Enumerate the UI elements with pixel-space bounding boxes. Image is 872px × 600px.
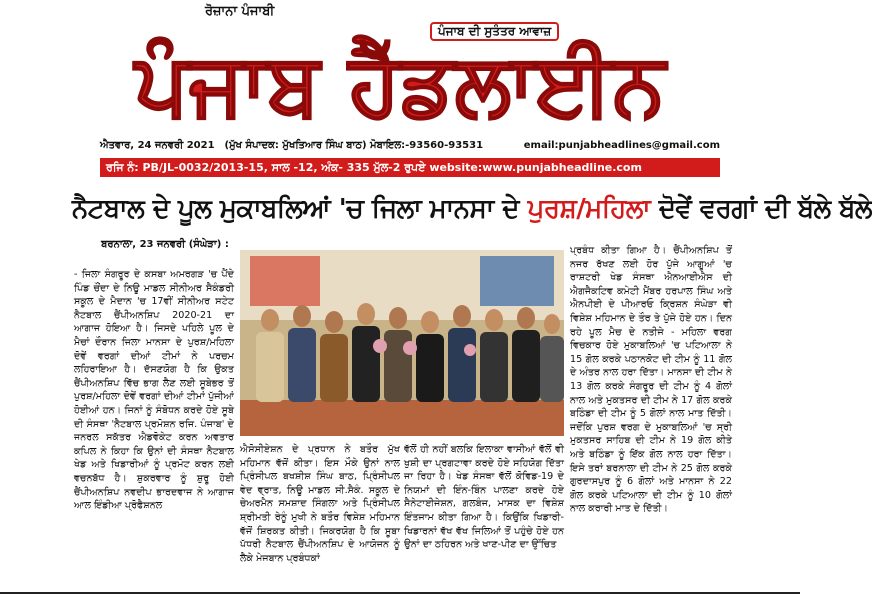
article-column-4: ਪ੍ਰਬੰਧ ਕੀਤਾ ਗਿਆ ਹੈ। ਚੈਂਪੀਅਨਸ਼ਿਪ ਤੋਂ ਨਜਰ ਰੱਖਣ ਲਈ ਹੋਰ ਪੁੱਜੇ ਆਗੂਆਂ 'ਚ ਰਾਸ਼ਟਰੀ ਖੇਡ ਸੰਸਥਾ ਐਨਆਈਐਸ ਦੀ ਐਗਜੈਕਟਿਵ ਕਮੇਟੀ ਮੈਂਬਰ ਹਰਪਾਲ ਸਿੰਘ ਅਤੇ ਐਨਪੀਈ ਦੇ ਪੀਆਰਓ ਕ੍ਰਿਸ਼ਨ ਸੰਘੇੜਾ ਵੀ ਵਿਸ਼ੇਸ਼ ਮਹਿਮਾਨ ਦੇ ਤੌਰ ਤੇ ਪੁੱਜੇ ਹੋਏ ਹਨ। ਦਿਨ ਰਹੇ ਪੂਲ ਮੈਚ ਦੇ ਨਤੀਜੇ - ਮਹਿਲਾ ਵਰਗ ਵਿਚਕਾਰ ਹੋਏ ਮੁਕਾਬਲਿਆਂ 'ਚ ਪਟਿਆਲਾ ਨੇ 15 ਗੋਲ ਕਰਕੇ ਪਠਾਨਕੋਟ ਦੀ ਟੀਮ ਨੂੰ 11 ਗੋਲ ਦੇ ਅੰਤਰ ਨਾਲ ਹਰਾ ਦਿੱਤਾ। ਮਾਨਸਾ ਦੀ ਟੀਮ ਨੇ 13 ਗੋਲ ਕਰਕੇ ਸੰਗਰੂਰ ਦੀ ਟੀਮ ਨੂੰ 4 ਗੋਲਾਂ ਨਾਲ ਅਤੇ ਮੁਕਤਸਰ ਦੀ ਟੀਮ ਨੇ 17 ਗੋਲ ਕਰਕੇ ਬਠਿੰਡਾ ਦੀ ਟੀਮ ਨੂੰ 5 ਗੋਲਾਂ ਨਾਲ ਮਾਤ ਦਿੱਤੀ। ਜਦੋਂਕਿ ਪੁਰਸ਼ ਵਰਗ ਦੇ ਮੁਕਾਬਲਿਆਂ 'ਚ ਸ੍ਰੀ ਮੁਕਤਸਰ ਸਾਹਿਬ ਦੀ ਟੀਮ ਨੇ 19 ਗੋਲ ਕੀਤੇ ਅਤੇ ਬਠਿੰਡਾ ਨੂੰ ਇੱਕ ਗੋਲ ਨਾਲ ਹਰਾ ਦਿੱਤਾ। ਇਸੇ ਤਰਾਂ ਬਰਨਾਲਾ ਦੀ ਟੀਮ ਨੇ 25 ਗੋਲ ਕਰਕੇ ਗੁਰਦਾਸਪੁਰ ਨੂੰ 6 ਗੋਲਾਂ ਅਤੇ ਮਾਨਸਾ ਨੇ 22 ਗੋਲ ਕਰਕੇ ਪਟਿਆਲਾ ਦੀ ਟੀਮ ਨੂੰ 10 ਗੋਲਾਂ ਨਾਲ ਕਰਾਰੀ ਮਾਤ ਦੇ ਦਿੱਤੀ। bbox=[570, 245, 732, 515]
masthead-tagline-left: ਰੋਜ਼ਾਨਾ ਪੰਜਾਬੀ bbox=[205, 4, 275, 19]
issue-date: ਐਤਵਾਰ, 24 ਜਨਵਰੀ 2021 bbox=[100, 140, 215, 151]
issue-email[interactable]: email:punjabheadlines@gmail.com bbox=[523, 140, 720, 151]
headline-tail: ਦੋਵੇਂ ਵਰਗਾਂ ਦੀ ਬੱਲੇ ਬੱਲੇ bbox=[658, 194, 872, 224]
masthead-tagline-right: ਪੰਜਾਬ ਦੀ ਸੁਤੰਤਰ ਆਵਾਜ਼ bbox=[430, 22, 559, 41]
bottom-rule bbox=[0, 592, 800, 594]
headline-red: ਪੁਰਸ਼/ਮਹਿਲਾ bbox=[527, 194, 651, 224]
article-headline bbox=[72, 186, 872, 232]
article-column-3: ਵੱਲੋਂ ਹੀ ਨਹੀਂ ਬਲਕਿ ਇਲਾਕਾ ਵਾਸੀਆਂ ਵੱਲੋਂ ਵੀ ਖੁਸ਼ੀ ਦਾ ਪ੍ਰਗਟਾਵਾ ਕਰਦੇ ਹੋਏ ਸਹਿਯੋਗ ਦਿੱਤਾ ਜਾ ਰਿਹਾ ਹੈ। ਖੇਡ ਸੰਸਥਾ ਵੱਲੋਂ ਕੋਵਿਡ-19 ਦੇ ਨਿਯਮਾਂ ਦੀ ਇੰਨ-ਬਿੰਨ ਪਾਲਣਾ ਕਰਦੇ ਹੋਏ ਸੈਨੇਟਾਈਜੇਸ਼ਨ, ਗਲਬੰਜ, ਮਾਸਕ ਦਾ ਵਿਸ਼ੇਸ਼ ਇੰਤਜਾਮ ਕੀਤਾ ਗਿਆ ਹੈ। ਕਿਉਂਕਿ ਖਿਡਾਰੀ-ਖਿਡਾਰਨਾਂ ਵੱਖ ਵੱਖ ਜਿਲਿਆਂ ਤੋਂ ਪਹੁੰਚੇ ਹੋਏ ਹਨ ਉਨਾਂ ਦਾ ਠਹਿਰਨ ਅਤੇ ਖਾਣ-ਪੀਣ ਦਾ ਉੱਚਿਤ bbox=[404, 444, 564, 551]
registration-text: ਰਜਿ ਨੰ: PB/JL-0032/2013-15, ਸਾਲ -12, ਅੰਕ- 335 ਮੁੱਲ-2 ਰੁਪਏ bbox=[106, 161, 426, 174]
masthead bbox=[0, 0, 800, 174]
registration-bar bbox=[100, 158, 720, 177]
issue-info-line bbox=[100, 140, 720, 151]
article-dateline: ਬਰਨਾਲਾ, 23 ਜਨਵਰੀ (ਸੰਘੇੜਾ) : bbox=[101, 239, 229, 250]
group-photo-icon bbox=[240, 250, 564, 436]
article-column-2: ਐਸੋਸੀਏਸ਼ਨ ਦੇ ਪ੍ਰਧਾਨ ਨੇ ਬਤੌਰ ਮੁੱਖ ਮਹਿਮਾਨ ਵੱਜੋਂ ਕੀਤਾ। ਇਸ ਮੌਕੇ ਉਨਾਂ ਨਾਲ ਪ੍ਰਿੰਸੀਪਲ ਬਖਸ਼ੀਸ਼ ਸਿੰਘ ਬਾਠ, ਪ੍ਰਿੰਸੀਪਲ ਵੇਦ ਵ੍ਰਾਤ, ਨਿਊ ਮਾਡਲ ਸੀ.ਸੈਕੰ. ਸਕੂਲ ਦੇ ਚੇਅਰਮੈਨ ਸਮਸ਼ਾਦ ਸਿੰਗਲਾ ਅਤੇ ਪ੍ਰਿੰਸੀਪਲ ਸ਼੍ਰੀਮਤੀ ਰੇਨੂੰ ਮੁਖੀ ਨੇ ਬਤੌਰ ਵਿਸ਼ੇਸ਼ ਮਹਿਮਾਨ ਵੱਜੋਂ ਸ਼ਿਰਕਤ ਕੀਤੀ। ਜਿਕਰਯੋਗ ਹੈ ਕਿ ਸੂਬਾ ਪੱਧਰੀ ਨੈਟਬਾਲ ਚੈਂਪੀਅਨਸ਼ਿਪ ਦੇ ਆਯੋਜਨ ਨੂੰ ਲੈਕੇ ਮੇਜਬਾਨ ਪ੍ਰਬੰਧਕਾਂ bbox=[240, 444, 400, 564]
issue-editor: (ਮੁੱਖ ਸੰਪਾਦਕ: ਮੁੱਖਤਿਆਰ ਸਿੰਘ ਬਾਠ) ਮੋਬਾਇਲ:-93560-93531 bbox=[224, 140, 484, 151]
website-link[interactable]: website:www.punjabheadline.com bbox=[429, 161, 642, 174]
article-column-1: - ਜਿਲਾ ਸੰਗਰੂਰ ਦੇ ਕਸਬਾ ਅਮਰਗੜ 'ਚ ਪੈਂਦੇ ਪਿੰਡ ਚੌਂਦਾ ਦੇ ਨਿਊ ਮਾਡਲ ਸੀਨੀਅਰ ਸੈਕੰਡਰੀ ਸਕੂਲ ਦੇ ਮੈਦਾਨ 'ਚ 17ਵੀਂ ਸੀਨੀਅਰ ਸਟੇਟ ਨੈਟਬਾਲ ਚੈਂਪੀਅਨਸ਼ਿਪ 2020-21 ਦਾ ਆਗਾਜ ਹੋਇਆ ਹੈ। ਜਿਸਦੇ ਪਹਿਲੇ ਪੂਲ ਦੇ ਮੈਚਾਂ ਦੌਰਾਨ ਜਿਲਾ ਮਾਨਸਾ ਦੇ ਪੁਰਸ਼/ਮਹਿਲਾ ਦੋਵੇਂ ਵਰਗਾਂ ਦੀਆਂ ਟੀਮਾਂ ਨੇ ਪਰਚਮ ਲਹਿਰਾਇਆ ਹੈ। ਦੱਸਣਯੋਗ ਹੈ ਕਿ ਉਕਤ ਚੈਂਪੀਅਨਸ਼ਿਪ ਵਿੱਚ ਭਾਗ ਲੈਣ ਲਈ ਸੂਬੇਭਰ ਤੋਂ ਪੁਰਸ਼/ਮਹਿਲਾ ਦੋਵੇਂ ਵਰਗਾਂ ਦੀਆਂ ਟੀਮਾਂ ਪੁੱਜੀਆਂ ਹੋਈਆਂ ਹਨ। ਜਿਨਾਂ ਨੂੰ ਸੰਬੋਧਨ ਕਰਦੇ ਹੋਏ ਸੂਬੇ ਦੀ ਸੰਸਥਾ 'ਨੈਟਬਾਲ ਪ੍ਰਮੋਸ਼ਨ ਰਜਿ. ਪੰਜਾਬ' ਦੇ ਜਨਰਲ ਸਕੱਤਰ ਐਡਵੋਕੇਟ ਕਰਨ ਅਵਤਾਰ ਕਪਿਲ ਨੇ ਕਿਹਾ ਕਿ ਉਨਾਂ ਦੀ ਸੰਸਥਾ ਨੈਟਬਾਲ ਖੇਡ ਅਤੇ ਖਿਡਾਰੀਆਂ ਨੂੰ ਪ੍ਰਮੋਟ ਕਰਨ ਲਈ ਵਚਨਬੱਧ ਹੈ। ਸ਼ੁਕਰਵਾਰ ਨੂੰ ਸ਼ੁਰੂ ਹੋਈ ਚੈਂਪੀਅਨਸ਼ਿਪ ਨਵਦੀਪ ਭਾਰਦਵਾਜ ਨੇ ਆਗਾਜ ਆਲ ਇੰਡੀਆ ਪ੍ਰੋਫੈਸ਼ਨਲ bbox=[74, 269, 234, 512]
article-photo bbox=[240, 250, 564, 436]
headline-black: ਨੈਟਬਾਲ ਦੇ ਪੂਲ ਮੁਕਾਬਲਿਆਂ 'ਚ ਜਿਲਾ ਮਾਨਸਾ ਦੇ bbox=[72, 194, 519, 224]
masthead-logo bbox=[128, 22, 672, 134]
masthead-title: ਪੰਜਾਬ ਹੈੱਡਲਾਈਨ bbox=[132, 35, 669, 135]
